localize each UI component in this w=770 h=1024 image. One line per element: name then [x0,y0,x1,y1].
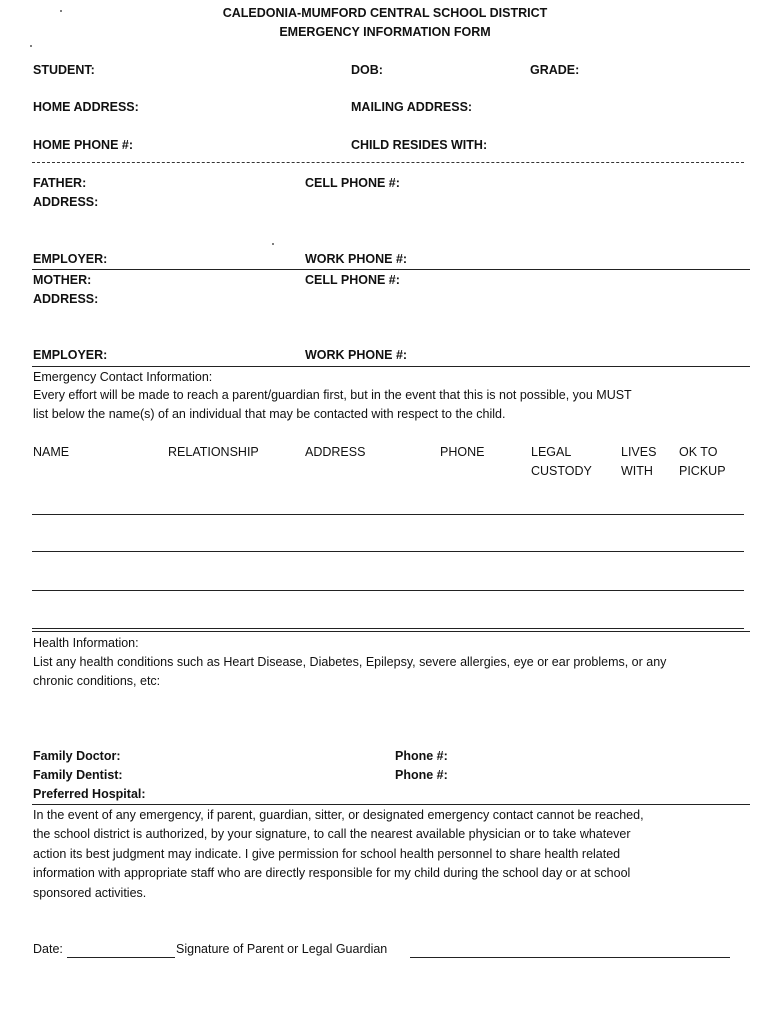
grade-label: GRADE: [530,63,580,77]
father-address-label: ADDRESS: [33,195,99,209]
mailing-address-label: MAILING ADDRESS: [351,100,473,114]
column-header-ok-to: OK TO [679,445,718,459]
dentist-phone-label: Phone #: [395,768,448,782]
family-doctor-label: Family Doctor: [33,749,121,763]
column-header-pickup: PICKUP [679,464,726,478]
section-divider [32,804,750,805]
resides-with-label: CHILD RESIDES WITH: [351,138,488,152]
health-heading: Health Information: [33,636,139,650]
preferred-hospital-label: Preferred Hospital: [33,787,146,801]
father-cell-phone-label: CELL PHONE #: [305,176,400,190]
contact-entry-line[interactable] [32,590,744,591]
scan-speck [60,10,62,12]
signature-field-line[interactable] [410,957,730,958]
section-divider [32,631,750,632]
consent-line-5: sponsored activities. [33,886,147,900]
mother-address-label: ADDRESS: [33,292,99,306]
scan-speck [272,243,274,245]
section-divider [32,162,744,163]
column-header-relationship: RELATIONSHIP [168,445,259,459]
emergency-instruction-line-2: list below the name(s) of an individual that may be contacted with respect to the child. [33,407,506,421]
mother-cell-phone-label: CELL PHONE #: [305,273,400,287]
column-header-legal: LEGAL [531,445,572,459]
father-section-divider [32,269,750,270]
doctor-phone-label: Phone #: [395,749,448,763]
scan-speck [30,45,32,47]
column-header-address: ADDRESS [305,445,366,459]
date-field-line[interactable] [67,957,175,958]
dob-label: DOB: [351,63,383,77]
contact-entry-line[interactable] [32,628,744,629]
mother-employer-label: EMPLOYER: [33,348,108,362]
consent-line-3: action its best judgment may indicate. I give permission for school health personnel to share health related [33,847,621,861]
column-header-name: NAME [33,445,70,459]
father-label: FATHER: [33,176,87,190]
column-header-phone: PHONE [440,445,485,459]
column-header-with: WITH [621,464,653,478]
home-address-label: HOME ADDRESS: [33,100,139,114]
father-employer-label: EMPLOYER: [33,252,108,266]
mother-section-divider [32,366,750,367]
emergency-heading: Emergency Contact Information: [33,370,213,384]
date-label: Date: [33,942,63,956]
student-label: STUDENT: [33,63,95,77]
mother-label: MOTHER: [33,273,92,287]
column-header-lives: LIVES [621,445,657,459]
signature-label: Signature of Parent or Legal Guardian [176,942,388,956]
health-instruction-line-1: List any health conditions such as Heart Disease, Diabetes, Epilepsy, severe allergies, eye or ear problems, or any [33,655,667,669]
contact-entry-line[interactable] [32,514,744,515]
consent-line-1: In the event of any emergency, if parent, guardian, sitter, or designated emergency contact cannot be reached, [33,808,644,822]
column-header-custody: CUSTODY [531,464,592,478]
form-title: EMERGENCY INFORMATION FORM [279,25,491,39]
father-work-phone-label: WORK PHONE #: [305,252,408,266]
mother-work-phone-label: WORK PHONE #: [305,348,408,362]
health-instruction-line-2: chronic conditions, etc: [33,674,161,688]
consent-line-4: information with appropriate staff who are directly responsible for my child during the school day or at school [33,866,631,880]
home-phone-label: HOME PHONE #: [33,138,134,152]
contact-entry-line[interactable] [32,551,744,552]
family-dentist-label: Family Dentist: [33,768,123,782]
emergency-instruction-line-1: Every effort will be made to reach a parent/guardian first, but in the event that this is not possible, you MUST [33,388,632,402]
consent-line-2: the school district is authorized, by your signature, to call the nearest available physician or to take whatever [33,827,631,841]
district-name: CALEDONIA-MUMFORD CENTRAL SCHOOL DISTRICT [222,6,548,20]
